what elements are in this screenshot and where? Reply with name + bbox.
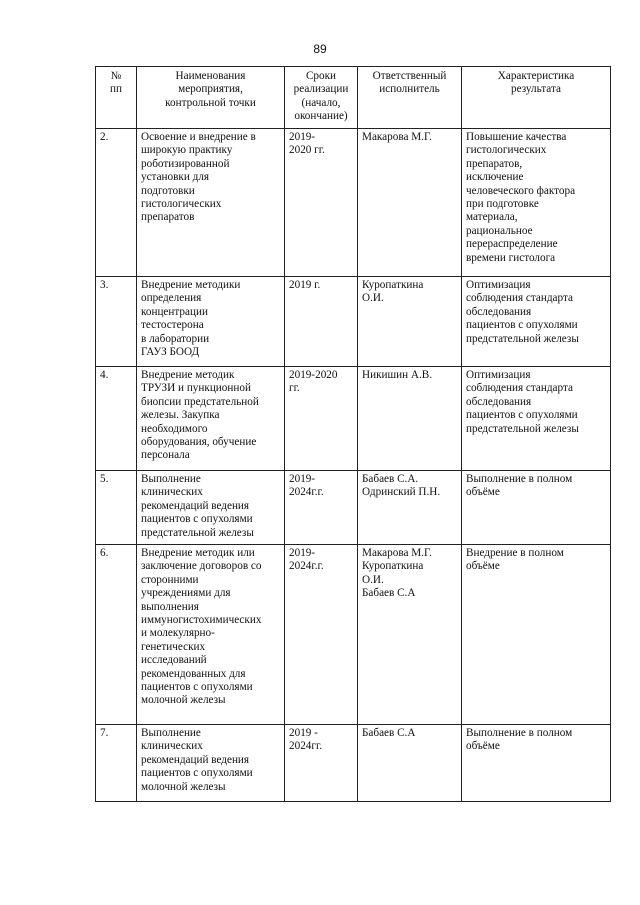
cell-event-name: Выполнение клинических рекомендаций ведения пациентов с опухолями предстательной железы [137,471,285,545]
cell-responsible: Макарова М.Г. Куропаткина О.И. Бабаев С.А [358,545,462,725]
header-event-name: Наименования мероприятия, контрольной точки [137,67,285,129]
cell-number: 6. [96,545,137,725]
header-row [96,67,611,129]
page-number: 89 [313,42,327,56]
table-row [96,471,611,545]
cell-number: 7. [96,725,137,802]
cell-timeline: 2019 - 2024гг. [285,725,358,802]
table-row [96,545,611,725]
table-row [96,725,611,802]
header-number: № пп [96,67,137,129]
table-row [96,129,611,277]
cell-result: Повышение качества гистологических препаратов, исключение человеческого фактора при подготовке материала, рациональное перераспределение времени гистолога [462,129,611,277]
table-row [96,277,611,367]
cell-responsible: Бабаев С.А [358,725,462,802]
cell-event-name: Внедрение методики определения концентрации тестостерона в лаборатории ГАУЗ БООД [137,277,285,367]
cell-responsible: Куропаткина О.И. [358,277,462,367]
cell-event-name: Внедрение методик или заключение договоров со сторонними учреждениями для выполнения иммуногистохимических и молекулярно- генетических исследований рекомендованных для пациентов с опухолями молочной железы [137,545,285,725]
header-timeline: Сроки реализации (начало, окончание) [285,67,358,129]
header-result: Характеристика результата [462,67,611,129]
cell-number: 2. [96,129,137,277]
cell-event-name: Выполнение клинических рекомендаций ведения пациентов с опухолями молочной железы [137,725,285,802]
cell-timeline: 2019- 2020 гг. [285,129,358,277]
cell-timeline: 2019-2020 гг. [285,367,358,471]
cell-timeline: 2019- 2024г.г. [285,471,358,545]
cell-event-name: Освоение и внедрение в широкую практику роботизированной установки для подготовки гистологических препаратов [137,129,285,277]
cell-result: Оптимизация соблюдения стандарта обследования пациентов с опухолями предстательной железы [462,277,611,367]
cell-event-name: Внедрение методик ТРУЗИ и пункционной биопсии предстательной железы. Закупка необходимого оборудования, обучение персонала [137,367,285,471]
cell-result: Выполнение в полном объёме [462,725,611,802]
cell-result: Оптимизация соблюдения стандарта обследования пациентов с опухолями предстательной железы [462,367,611,471]
cell-number: 4. [96,367,137,471]
table-header [96,67,611,129]
cell-number: 5. [96,471,137,545]
table-body [96,129,611,802]
cell-number: 3. [96,277,137,367]
cell-timeline: 2019 г. [285,277,358,367]
cell-result: Выполнение в полном объёме [462,471,611,545]
cell-responsible: Макарова М.Г. [358,129,462,277]
plan-table [95,66,611,802]
cell-responsible: Бабаев С.А. Одринский П.Н. [358,471,462,545]
cell-responsible: Никишин А.В. [358,367,462,471]
cell-result: Внедрение в полном объёме [462,545,611,725]
table-row [96,367,611,471]
header-responsible: Ответственный исполнитель [358,67,462,129]
cell-timeline: 2019- 2024г.г. [285,545,358,725]
